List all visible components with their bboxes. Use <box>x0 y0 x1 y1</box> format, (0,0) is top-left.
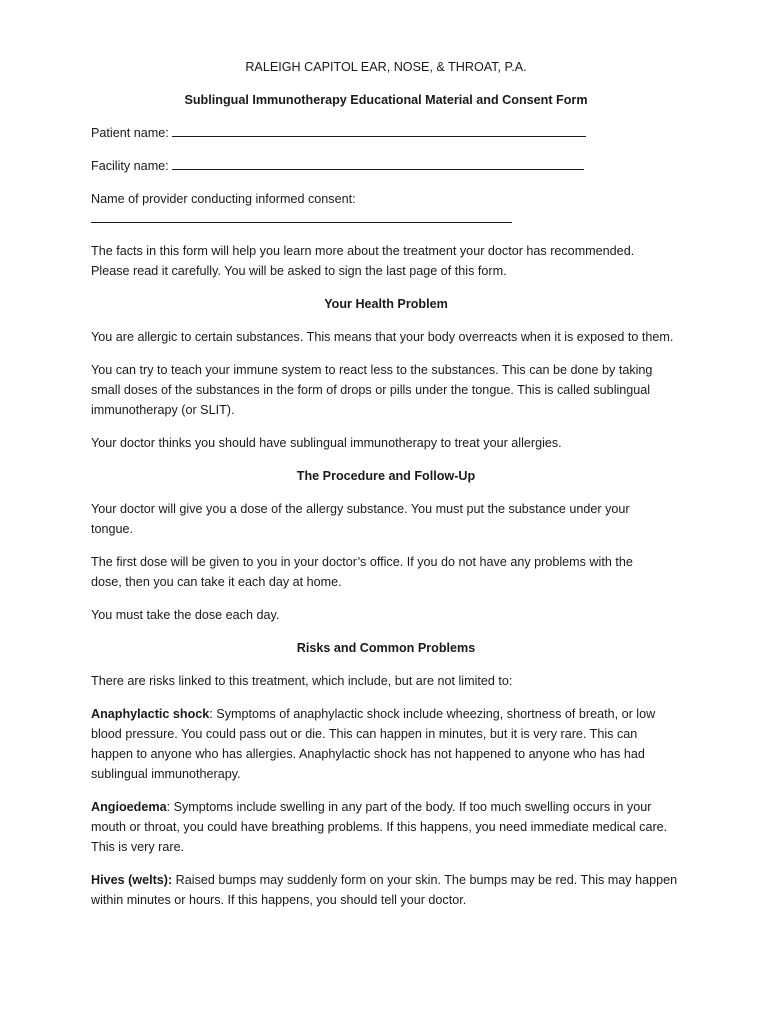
procedure-heading: The Procedure and Follow-Up <box>296 469 476 483</box>
angioedema-text: : Symptoms include swelling in any part of the body. If too much swelling occurs in your <box>166 800 652 814</box>
health-paragraph-2-line-1: You can try to teach your immune system to react less to the substances. This can be done by taking <box>91 363 653 377</box>
health-paragraph-1: You are allergic to certain substances. This means that your body overreacts when it is exposed to them. <box>91 330 674 344</box>
anaphylactic-line-2: blood pressure. You could pass out or die. This can happen in minutes, but it is very rare. This can <box>91 727 638 741</box>
procedure-paragraph-2-line-2: dose, then you can take it each day at home. <box>91 575 342 589</box>
procedure-paragraph-1-line-2: tongue. <box>91 522 134 536</box>
provider-name-label: Name of provider conducting informed consent: <box>91 192 356 206</box>
anaphylactic-line-1 <box>91 704 655 724</box>
facility-name-label: Facility name: <box>91 159 169 173</box>
procedure-paragraph-1-line-1: Your doctor will give you a dose of the allergy substance. You must put the substance under your <box>91 502 630 516</box>
anaphylactic-term: Anaphylactic shock <box>91 707 210 721</box>
risks-heading: Risks and Common Problems <box>296 641 476 655</box>
anaphylactic-line-3: happen to anyone who has allergies. Anaphylactic shock has not happened to anyone who has had <box>91 747 645 761</box>
hives-text: Raised bumps may suddenly form on your skin. The bumps may be red. This may happen <box>172 873 678 887</box>
health-paragraph-2-line-3: immunotherapy (or SLIT). <box>91 403 235 417</box>
anaphylactic-text: : Symptoms of anaphylactic shock include wheezing, shortness of breath, or low <box>209 707 656 721</box>
procedure-paragraph-2-line-1: The first dose will be given to you in your doctor’s office. If you do not have any problems with the <box>91 555 633 569</box>
angioedema-line-1 <box>91 797 651 817</box>
procedure-paragraph-3: You must take the dose each day. <box>91 608 280 622</box>
intro-line-2: Please read it carefully. You will be asked to sign the last page of this form. <box>91 264 507 278</box>
risks-intro: There are risks linked to this treatment, which include, but are not limited to: <box>91 674 513 688</box>
form-title: Sublingual Immunotherapy Educational Material and Consent Form <box>184 93 588 107</box>
patient-name-input[interactable] <box>172 123 586 137</box>
patient-name-label: Patient name: <box>91 126 169 140</box>
hives-line-2: within minutes or hours. If this happens, you should tell your doctor. <box>91 893 467 907</box>
health-heading: Your Health Problem <box>324 297 448 311</box>
health-paragraph-3: Your doctor thinks you should have sublingual immunotherapy to treat your allergies. <box>91 436 562 450</box>
health-paragraph-2-line-2: small doses of the substances in the form of drops or pills under the tongue. This is called sublingual <box>91 383 651 397</box>
hives-term: Hives (welts): <box>91 873 173 887</box>
anaphylactic-line-4: sublingual immunotherapy. <box>91 767 241 781</box>
provider-name-input[interactable] <box>91 210 512 223</box>
facility-name-field <box>91 156 584 176</box>
facility-name-input[interactable] <box>172 156 584 170</box>
hives-line-1 <box>91 870 677 890</box>
angioedema-term: Angioedema <box>91 800 167 814</box>
angioedema-line-2: mouth or throat, you could have breathing problems. If this happens, you need immediate medical care. <box>91 820 668 834</box>
org-name: RALEIGH CAPITOL EAR, NOSE, & THROAT, P.A. <box>245 60 527 74</box>
angioedema-line-3: This is very rare. <box>91 840 185 854</box>
intro-line-1: The facts in this form will help you learn more about the treatment your doctor has recommended. <box>91 244 635 258</box>
patient-name-field <box>91 123 586 143</box>
